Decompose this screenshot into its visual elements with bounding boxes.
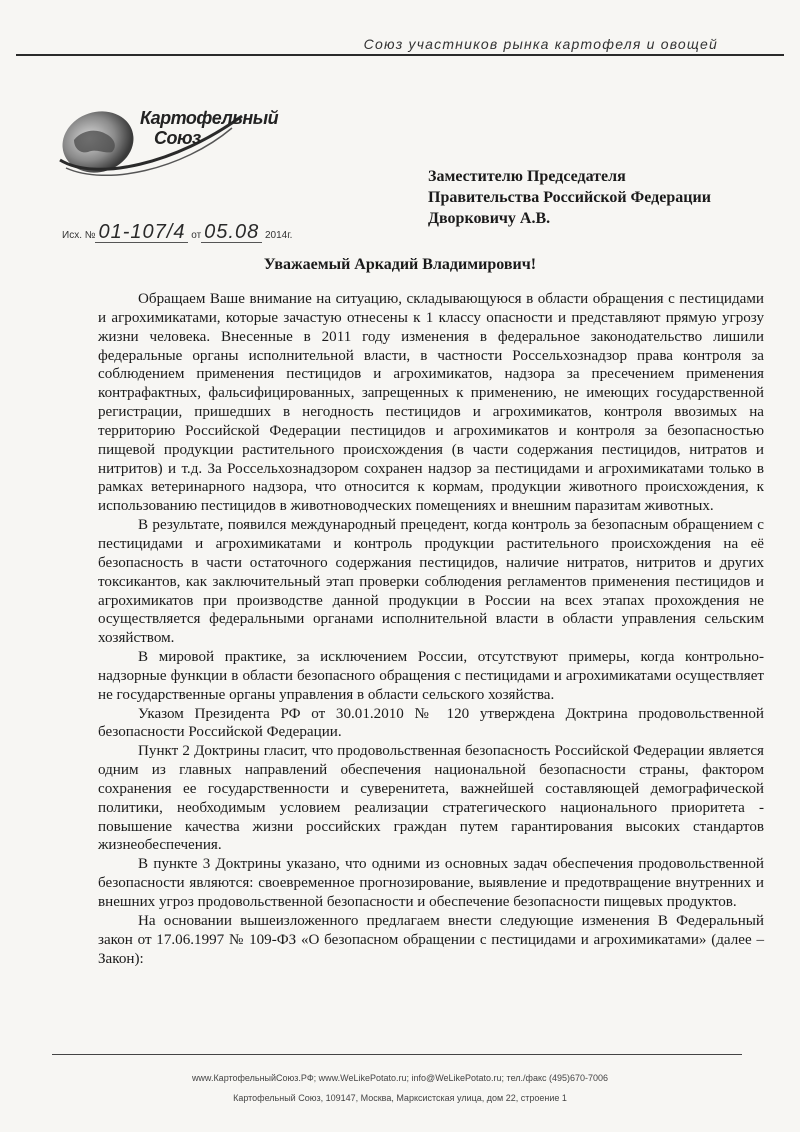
- body-paragraph-7: На основании вышеизложенного предлагаем внести следующие изменения В Федеральный закон от 17.06.1997 № 109-ФЗ «О безопасном обращении с пестицидами и агрохимикатами» (далее – Закон):: [98, 912, 764, 967]
- company-logo: [56, 94, 279, 204]
- addressee-line-3: Дворковичу А.В.: [428, 210, 551, 227]
- salutation: Уважаемый Аркадий Владимирович!: [263, 256, 537, 273]
- body-paragraph-3: В мировой практике, за исключением России, отсутствуют примеры, когда контрольно-надзорные функции в области безопасного обращения с пестицидами и агрохимикатами осуществляет не государственные органы управления в области сельского хозяйства.: [98, 649, 764, 703]
- outgoing-date-label: от: [191, 230, 202, 241]
- body-paragraph-2: В результате, появился международный прецедент, когда контроль за безопасным обращением с пестицидами и агрохимикатами и контроль продукции растительного происхождения на её безопасность в части остаточного содержания пестицидов, наличие нитратов, нитритов и других токсикантов, как заключительный этап проверки соблюдения регламентов применения пестицидов и агрохимикатов при производстве данной продукции в России на всех этапах прохождения не осуществляется федеральными органами исполнительной власти в области управления сельским хозяйством.: [98, 517, 764, 647]
- footer-contacts: www.КартофельныйСоюз.РФ; www.WeLikePotato.ru; info@WeLikePotato.ru; тел./факс (495)670-7006: [191, 1073, 609, 1083]
- body-paragraph-4: Указом Президента РФ от 30.01.2010 № 120 утверждена Доктрина продовольственной безопасности Российской Федерации.: [98, 705, 764, 741]
- header-divider: [16, 54, 784, 56]
- body-paragraph-6: В пункте 3 Доктрины указано, что одними из основных задач обеспечения продовольственной безопасности являются: своевременное прогнозирование, выявление и предотвращение внутренних и внешних угроз продовольственной безопасности и обеспечение безопасности пищевых продуктов.: [98, 856, 764, 910]
- addressee-line-2: Правительства Российской Федерации: [428, 189, 711, 206]
- body-paragraph-1: Обращаем Ваше внимание на ситуацию, складывающуюся в области обращения с пестицидами и агрохимикатами, которые зачастую отнесены к 1 классу опасности и представляют прямую угрозу жизни человека. Внесенные в 2011 году изменения в федеральное законодательство лишили федеральные органы исполнительной власти, в частности Россельхознадзор права контроля за соблюдением применения пестицидов и агрохимикатов, надзора за пресечением применения контрафактных, фальсифицированных, запрещенных к применению, не имеющих государственной регистрации, пришедших в негодность пестицидов и агрохимикатов, контроля ввозимых на территорию Российской Федерации пестицидов и агрохимикатов и контроля за безопасностью пищевой продукции растительного происхождения (в части содержания пестицидов, нитратов и нитритов) и т.д. За Россельхознадзором сохранен надзор за пестицидами и агрохимикатами только в рамках ветеринарного надзора, что относится к кормам, продукции животного происхождения, к использованию пестицидов в животноводческих помещениях и внешним паразитам животных.: [98, 291, 764, 515]
- addressee-block: [428, 166, 768, 229]
- outgoing-date: 05.08: [201, 222, 262, 243]
- addressee-line-1: Заместителю Председателя: [428, 168, 626, 185]
- outgoing-prefix: Исх. №: [62, 230, 96, 241]
- outgoing-year: 2014г.: [265, 230, 293, 241]
- logo-line-2: Союз: [154, 128, 201, 148]
- outgoing-reference: [62, 222, 292, 243]
- logo-line-1: Картофельный: [140, 108, 279, 128]
- letter-body: [98, 290, 764, 968]
- header-slogan: Союз участников рынка картофеля и овощей: [363, 36, 718, 52]
- outgoing-number: 01-107/4: [95, 222, 188, 243]
- logo-wordmark: [140, 108, 278, 148]
- body-paragraph-5: Пункт 2 Доктрины гласит, что продовольственная безопасность Российской Федерации является одним из главных направлений обеспечения национальной безопасности страны, фактором сохранения ее государственности и суверенитета, важнейшей составляющей демографической политики, необходимым условием реализации стратегического национального приоритета - повышение качества жизни российских граждан путем гарантирования высоких стандартов жизнеобеспечения.: [98, 743, 764, 854]
- footer-address: Картофельный Союз, 109147, Москва, Марксистская улица, дом 22, строение 1: [233, 1093, 567, 1103]
- footer-divider: [52, 1054, 742, 1055]
